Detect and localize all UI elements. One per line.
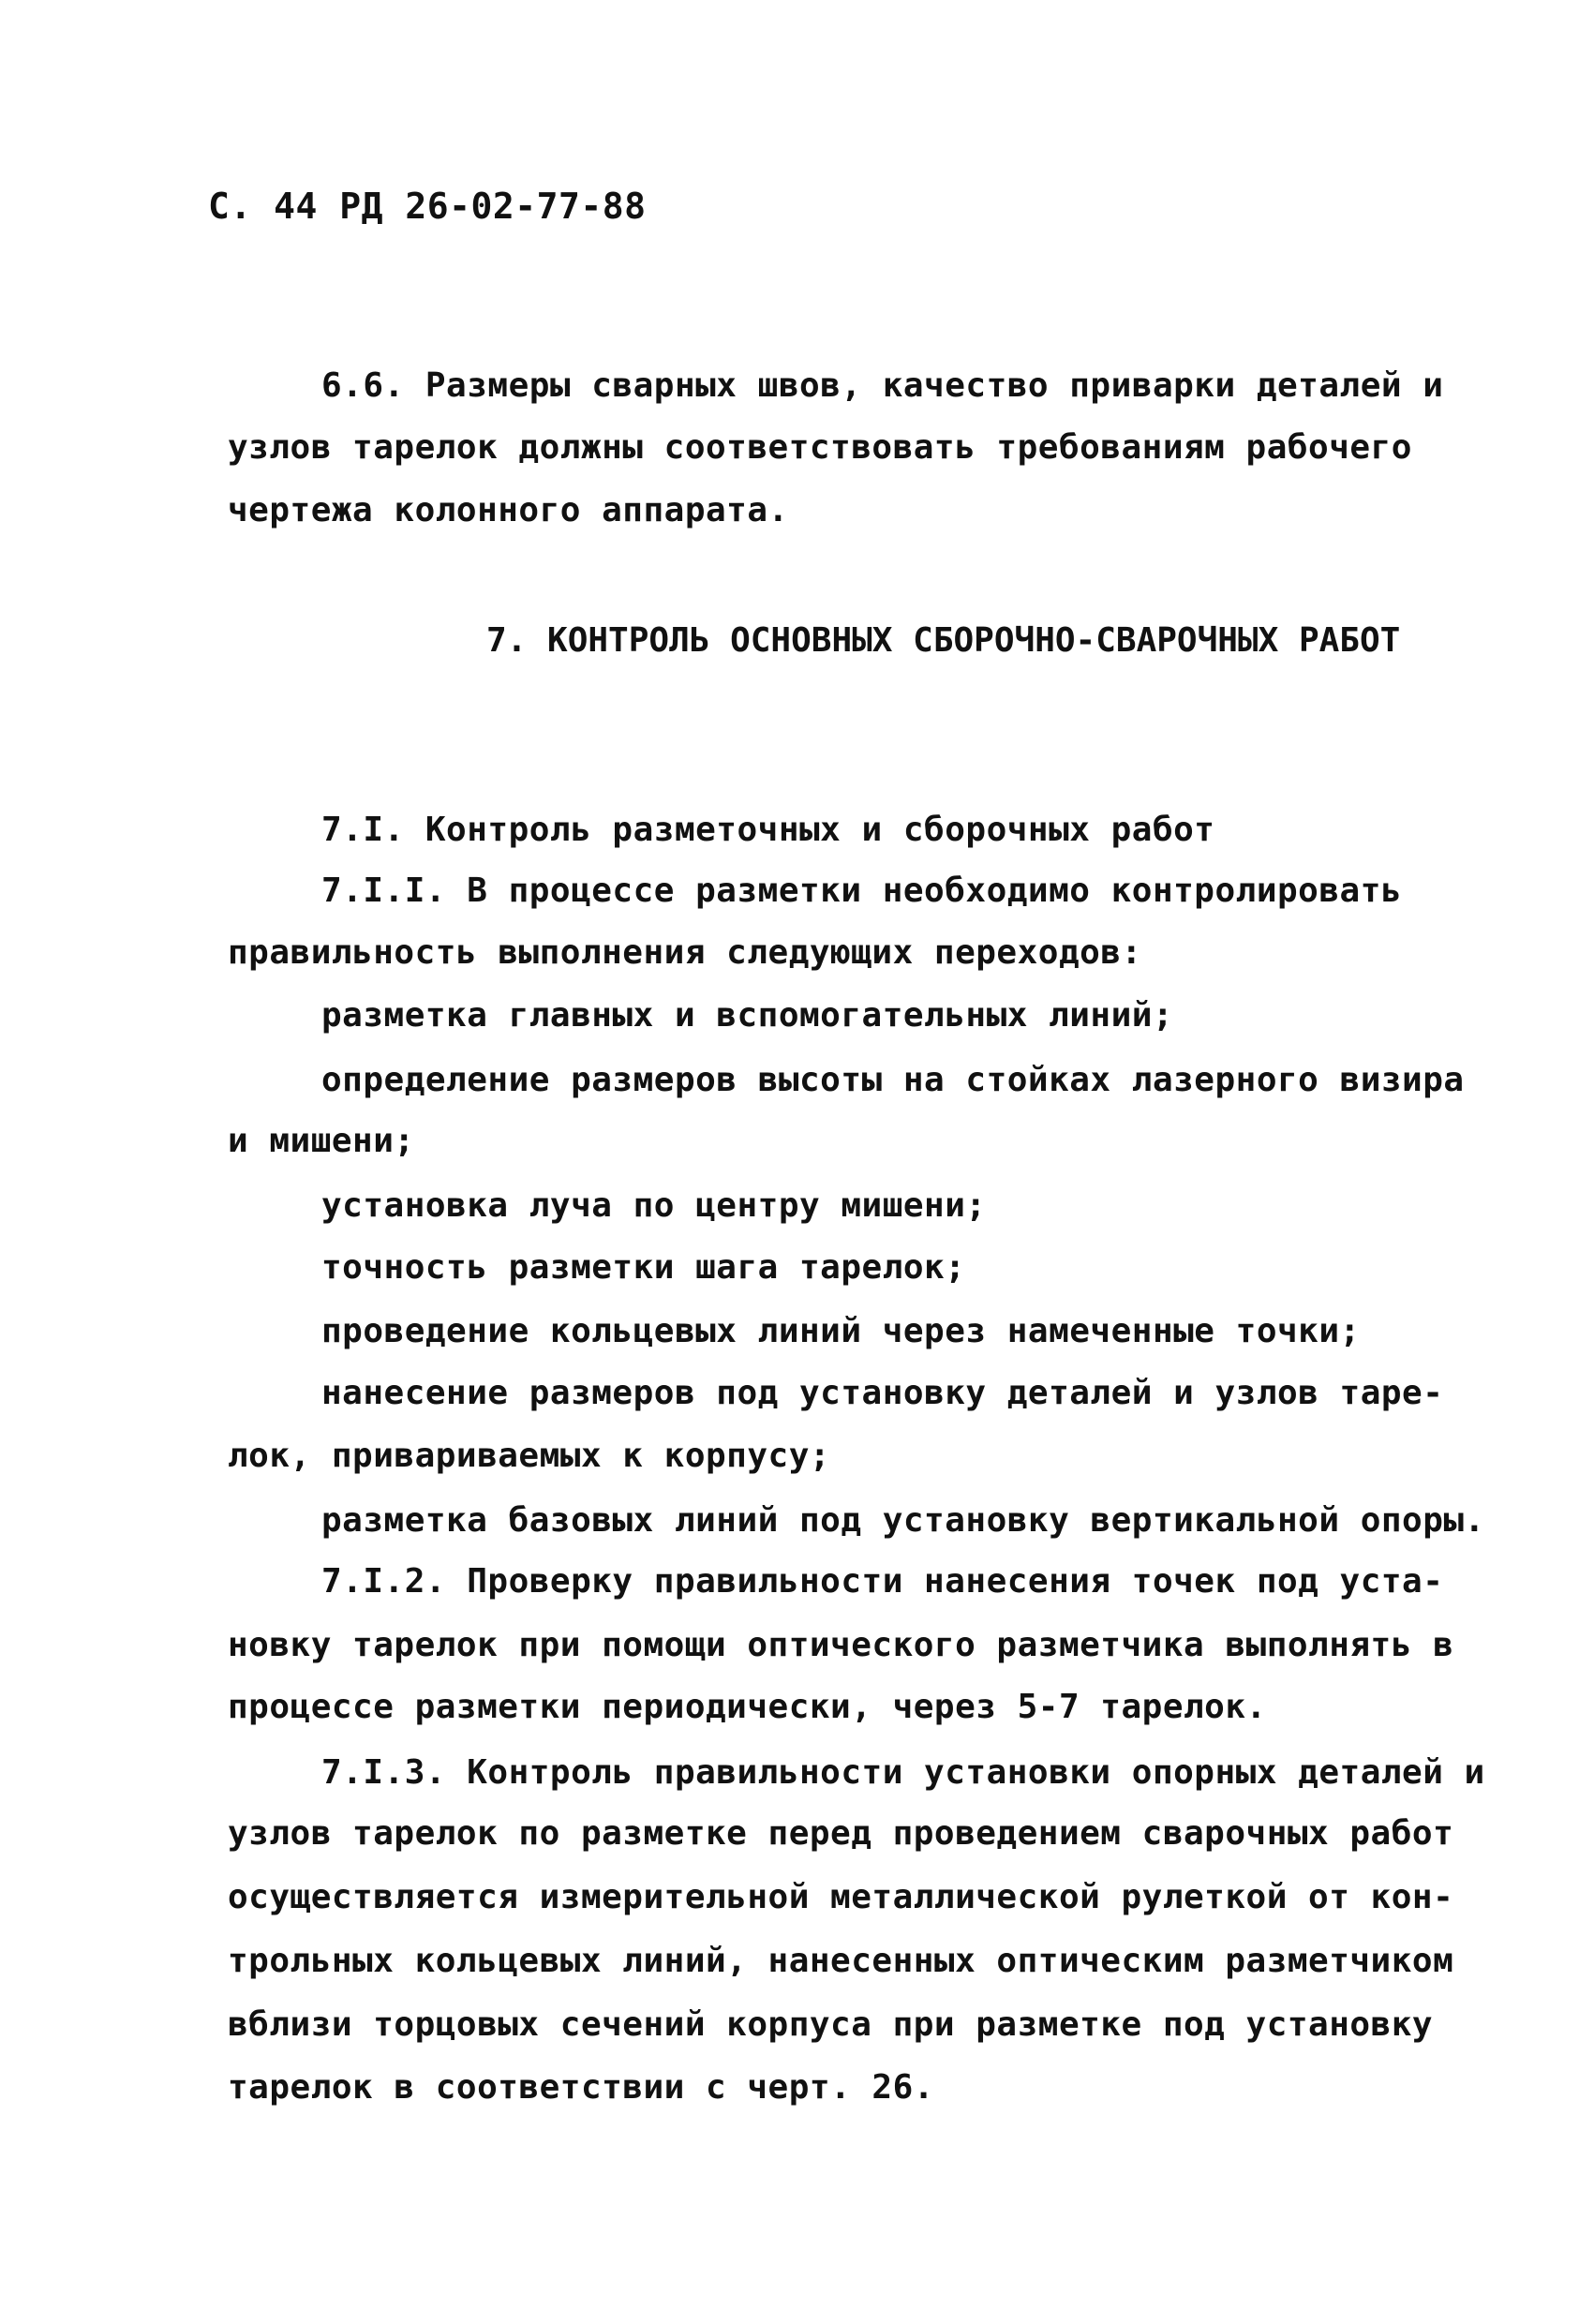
para-7-1-2-line: процессе разметки периодически, через 5-7 тарелок. xyxy=(228,1688,1267,1726)
para-7-1-3-line: узлов тарелок по разметке перед проведением сварочных работ xyxy=(228,1814,1454,1853)
para-6-6-line: 6.6. Размеры сварных швов, качество приварки деталей и xyxy=(321,366,1444,405)
para-7-1-3-line: осуществляется измерительной металлической рулеткой от кон- xyxy=(228,1878,1454,1916)
list-item: определение размеров высоты на стойках лазерного визира xyxy=(321,1061,1465,1099)
para-7-1-2-line: новку тарелок при помощи оптического разметчика выполнять в xyxy=(228,1626,1454,1664)
subsection-title: 7.I. Контроль разметочных и сборочных работ xyxy=(321,811,1215,849)
list-item: разметка главных и вспомогательных линий; xyxy=(321,996,1174,1035)
page-header: С. 44 РД 26-02-77-88 xyxy=(208,186,647,227)
list-item: проведение кольцевых линий через намеченные точки; xyxy=(321,1312,1361,1350)
para-7-1-1-line: правильность выполнения следующих переходов: xyxy=(228,933,1142,972)
para-7-1-3-line: трольных кольцевых линий, нанесенных оптическим разметчиком xyxy=(228,1942,1454,1980)
list-item: лок, привариваемых к корпусу; xyxy=(228,1437,831,1475)
list-item: установка луча по центру мишени; xyxy=(321,1186,987,1225)
para-7-1-1-line: 7.I.I. В процессе разметки необходимо контролировать xyxy=(321,872,1403,910)
para-6-6-line: чертежа колонного аппарата. xyxy=(228,491,789,529)
para-7-1-3-line: тарелок в соответствии с черт. 26. xyxy=(228,2068,934,2107)
section-title: 7. КОНТРОЛЬ ОСНОВНЫХ СБОРОЧНО-СВАРОЧНЫХ РАБОТ xyxy=(486,621,1401,660)
list-item: точность разметки шага тарелок; xyxy=(321,1248,966,1287)
para-7-1-2-line: 7.I.2. Проверку правильности нанесения точек под уста- xyxy=(321,1562,1444,1601)
para-7-1-3-line: вблизи торцовых сечений корпуса при разметке под установку xyxy=(228,2005,1434,2044)
list-item: разметка базовых линий под установку вертикальной опоры. xyxy=(321,1501,1485,1540)
list-item: и мишени; xyxy=(228,1122,415,1160)
para-7-1-3-line: 7.I.3. Контроль правильности установки опорных деталей и xyxy=(321,1753,1485,1792)
para-6-6-line: узлов тарелок должны соответствовать требованиям рабочего xyxy=(228,428,1412,467)
list-item: нанесение размеров под установку деталей и узлов таре- xyxy=(321,1374,1444,1412)
